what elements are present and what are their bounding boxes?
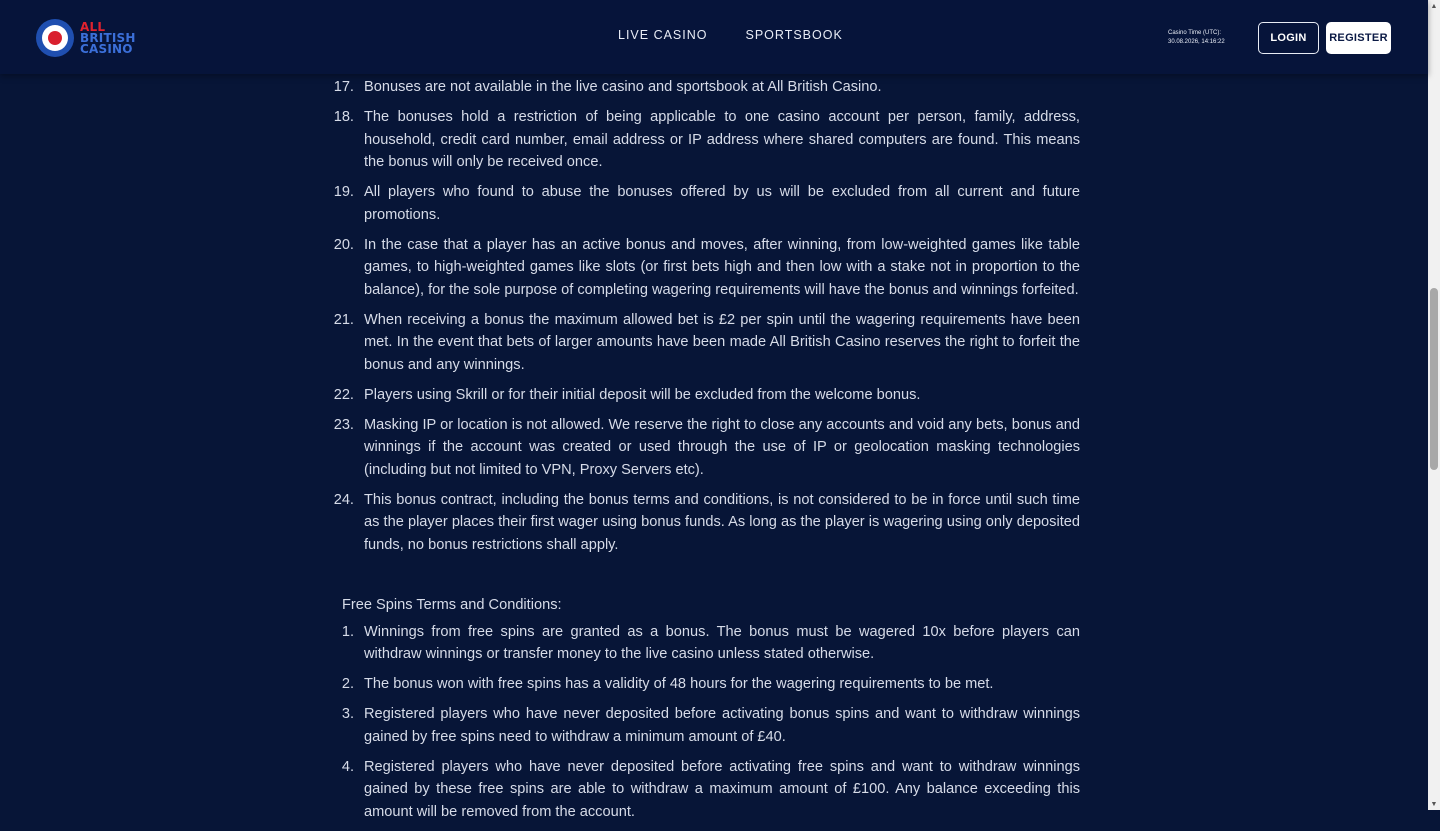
list-item-number: 23. bbox=[333, 416, 354, 433]
list-item bbox=[330, 309, 1080, 377]
triangle-down-icon[interactable]: ▼ bbox=[1430, 800, 1438, 808]
terms-content bbox=[330, 74, 1080, 831]
register-button[interactable]: REGISTER bbox=[1326, 22, 1391, 54]
logo-line-3: CASINO bbox=[80, 41, 133, 56]
logo-line-1: ALL bbox=[80, 19, 106, 34]
list-item-number: 18. bbox=[333, 109, 354, 125]
scrollbar-thumb[interactable] bbox=[1430, 288, 1438, 470]
list-item-number: 4. bbox=[341, 758, 354, 775]
roundel-icon bbox=[36, 19, 74, 57]
list-item-number: 17. bbox=[333, 79, 354, 95]
list-item-text: Players using Skrill or for their initial deposit will be excluded from the welcome bonus. bbox=[364, 386, 921, 403]
free-spins-title: Free Spins Terms and Conditions: bbox=[342, 597, 562, 613]
list-item bbox=[330, 181, 1080, 226]
list-item-number: 20. bbox=[333, 236, 354, 253]
list-item-text: The bonuses hold a restriction of being applicable to one casino account per person, family, address, household, credit card number, email address or IP address where shared computers are found. This means the bonus will only be received once. bbox=[364, 109, 1080, 170]
list-item-text: The bonus won with free spins has a validity of 48 hours for the wagering requirements to be met. bbox=[364, 676, 994, 692]
list-item bbox=[330, 756, 1080, 824]
main-nav bbox=[618, 28, 843, 42]
list-item bbox=[330, 673, 1080, 696]
logo-wordmark bbox=[80, 19, 136, 56]
list-item-text: In the case that a player has an active bonus and moves, after winning, from low-weighted games like table games, to high-weighted games like slots (or first bets high and then low with a stake not in proportion to the balance), for the sole purpose of completing wagering requirements will have the bonus and winnings forfeited. bbox=[364, 236, 1080, 298]
list-item-text: Bonuses are not available in the live casino and sportsbook at All British Casino. bbox=[364, 79, 882, 95]
list-item bbox=[330, 76, 1080, 99]
list-item bbox=[330, 489, 1080, 557]
list-item-text: Registered players who have never deposited before activating bonus spins and want to withdraw winnings gained by free spins need to withdraw a minimum amount of £40. bbox=[364, 706, 1080, 745]
list-item-text: Winnings from free spins are granted as a bonus. The bonus must be wagered 10x before players can withdraw winnings or transfer money to the live casino unless stated otherwise. bbox=[364, 623, 1080, 662]
list-item-number: 3. bbox=[341, 706, 354, 722]
list-item-number: 21. bbox=[333, 311, 354, 328]
list-item-number: 1. bbox=[341, 623, 354, 640]
casino-time-label: Casino Time (UTC): bbox=[1168, 30, 1222, 36]
nav-live-casino[interactable]: LIVE CASINO bbox=[618, 28, 708, 42]
bonus-terms-list bbox=[330, 76, 1080, 556]
list-item-text: All players who found to abuse the bonuses offered by us will be excluded from all current and future promotions. bbox=[364, 184, 1080, 223]
list-item bbox=[330, 621, 1080, 666]
list-item bbox=[330, 234, 1080, 302]
list-item-text: Masking IP or location is not allowed. We reserve the right to close any accounts and void any bets, bonus and winnings if the account was created or used through the use of IP or geolocation masking technologies (including but not limited to VPN, Proxy Servers etc). bbox=[364, 416, 1080, 478]
list-item-text: Registered players who have never deposited before activating free spins and want to withdraw winnings gained by these free spins are able to withdraw a maximum amount of £100. Any balance exceeding this amount will be removed from the account. bbox=[364, 758, 1080, 820]
vertical-scrollbar[interactable] bbox=[1428, 0, 1440, 810]
list-item-number: 2. bbox=[341, 676, 354, 692]
list-item-number: 22. bbox=[333, 386, 354, 403]
casino-time bbox=[1168, 29, 1225, 47]
list-item bbox=[330, 106, 1080, 174]
list-item bbox=[330, 384, 1080, 407]
list-item bbox=[330, 414, 1080, 482]
casino-time-value: 30.08.2026, 14:16:22 bbox=[1168, 39, 1225, 45]
triangle-up-icon[interactable]: ▲ bbox=[1430, 2, 1438, 10]
list-item-number: 19. bbox=[333, 184, 354, 200]
nav-sportsbook[interactable]: SPORTSBOOK bbox=[745, 28, 843, 42]
list-item-text: This bonus contract, including the bonus terms and conditions, is not considered to be in force until such time as the player places their first wager using bonus funds. As long as the player is wagering using only deposited funds, no bonus restrictions shall apply. bbox=[364, 491, 1080, 553]
site-header bbox=[0, 0, 1428, 74]
list-item bbox=[330, 703, 1080, 748]
free-spins-terms-list bbox=[330, 621, 1080, 824]
list-item-number: 24. bbox=[333, 491, 354, 508]
list-item-text: When receiving a bonus the maximum allowed bet is £2 per spin until the wagering requirements have been met. In the event that bets of larger amounts have been made All British Casino reserves the right to forfeit the bonus and any winnings. bbox=[364, 311, 1080, 373]
logo-line-2: BRITISH bbox=[80, 30, 136, 45]
site-logo[interactable] bbox=[36, 18, 146, 58]
login-button[interactable]: LOGIN bbox=[1258, 22, 1319, 54]
